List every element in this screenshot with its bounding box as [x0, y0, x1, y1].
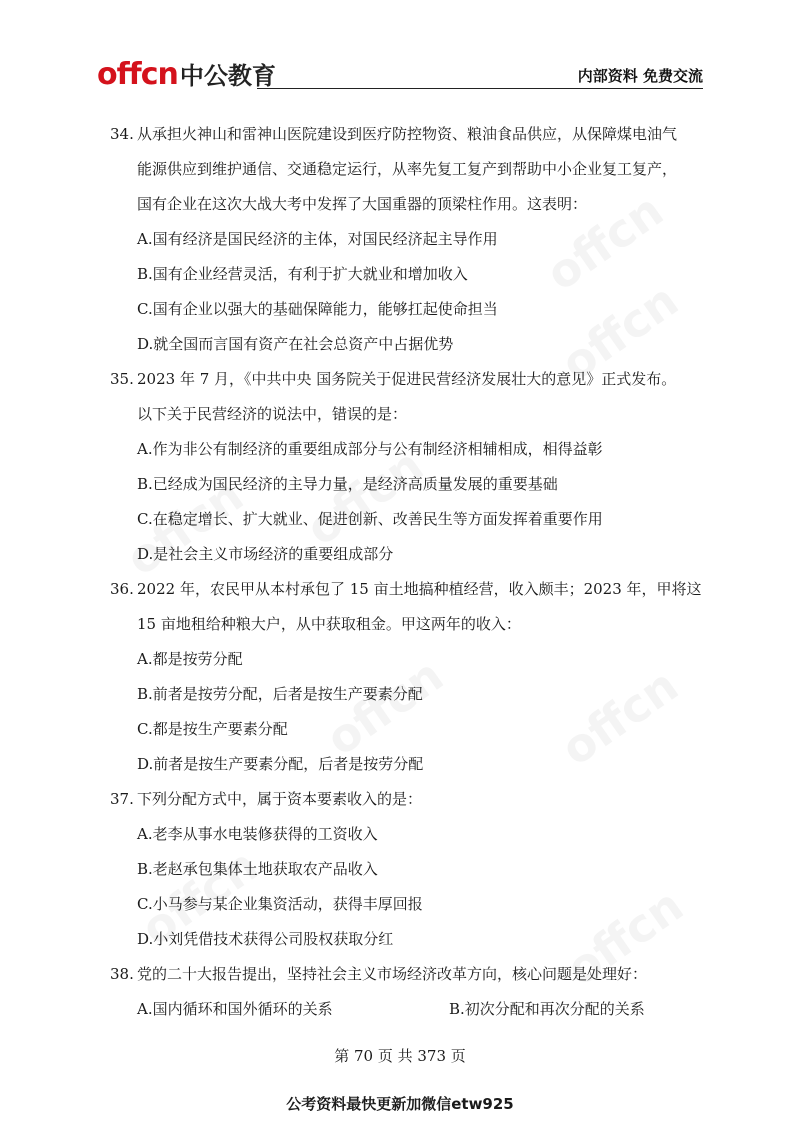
- footer-note: 公考资料最快更新加微信etw925: [286, 1095, 514, 1113]
- question-stem-line: 能源供应到维护通信、交通稳定运行，从率先复工复产到帮助中小企业复工复产，: [137, 160, 678, 178]
- question-stem-text: 党的二十大报告提出，坚持社会主义市场经济改革方向，核心问题是处理好：: [137, 965, 648, 983]
- question-stem-line: [110, 117, 710, 152]
- question-34: [110, 117, 710, 362]
- option-b[interactable]: B.已经成为国民经济的主导力量，是经济高质量发展的重要基础: [137, 475, 558, 493]
- question-stem-text: 2023 年 7 月，《中共中央 国务院关于促进民营经济发展壮大的意见》正式发布。: [137, 370, 677, 388]
- question-list: [110, 117, 710, 1027]
- question-stem-line: [110, 957, 710, 992]
- option-b[interactable]: B.前者是按劳分配，后者是按生产要素分配: [137, 685, 423, 703]
- option-a[interactable]: A.作为非公有制经济的重要组成部分与公有制经济相辅相成，相得益彰: [137, 440, 603, 458]
- question-number: 38.: [110, 965, 134, 983]
- question-stem-line: 15 亩地租给种粮大户，从中获取租金。甲这两年的收入：: [137, 615, 521, 633]
- logo-wordmark: offcn: [97, 57, 178, 92]
- option-d[interactable]: D.就全国而言国有资产在社会总资产中占据优势: [137, 335, 454, 353]
- brand-logo: [97, 57, 276, 92]
- question-stem-text: 从承担火神山和雷神山医院建设到医疗防控物资、粮油食品供应，从保障煤电油气: [137, 125, 678, 143]
- question-stem-text: 下列分配方式中，属于资本要素收入的是：: [137, 790, 423, 808]
- option-d[interactable]: D.是社会主义市场经济的重要组成部分: [137, 545, 394, 563]
- question-number: 34.: [110, 125, 134, 143]
- question-35: [110, 362, 710, 572]
- option-a[interactable]: A.国内循环和国外循环的关系: [137, 1000, 333, 1018]
- question-stem-line: [110, 572, 710, 607]
- option-row: [110, 992, 710, 1027]
- option-b[interactable]: B.初次分配和再次分配的关系: [449, 1000, 645, 1018]
- option-a[interactable]: A.都是按劳分配: [137, 650, 243, 668]
- header-tagline: 内部资料 免费交流: [577, 67, 703, 85]
- option-b[interactable]: B.国有企业经营灵活，有利于扩大就业和增加收入: [137, 265, 468, 283]
- option-c[interactable]: C.小马参与某企业集资活动，获得丰厚回报: [137, 895, 423, 913]
- option-d[interactable]: D.小刘凭借技术获得公司股权获取分红: [137, 930, 394, 948]
- option-d[interactable]: D.前者是按生产要素分配，后者是按劳分配: [137, 755, 424, 773]
- question-number: 37.: [110, 790, 134, 808]
- question-stem-line: 国有企业在这次大战大考中发挥了大国重器的顶梁柱作用。这表明：: [137, 195, 588, 213]
- question-37: [110, 782, 710, 957]
- question-36: [110, 572, 710, 782]
- option-a[interactable]: A.老李从事水电装修获得的工资收入: [137, 825, 378, 843]
- question-number: 35.: [110, 370, 134, 388]
- question-number: 36.: [110, 580, 134, 598]
- header-rule: [257, 88, 703, 89]
- option-c[interactable]: C.国有企业以强大的基础保障能力，能够扛起使命担当: [137, 300, 498, 318]
- option-b[interactable]: B.老赵承包集体土地获取农产品收入: [137, 860, 378, 878]
- option-c[interactable]: C.在稳定增长、扩大就业、促进创新、改善民生等方面发挥着重要作用: [137, 510, 603, 528]
- question-stem-line: [110, 782, 710, 817]
- page-number: 第 70 页 共 373 页: [334, 1047, 466, 1065]
- question-38: [110, 957, 710, 1027]
- logo-chinese-name: 中公教育: [179, 62, 276, 90]
- page-header: [97, 57, 703, 92]
- question-stem-line: 以下关于民营经济的说法中，错误的是：: [137, 405, 408, 423]
- question-stem-text: 2022 年，农民甲从本村承包了 15 亩土地搞种植经营，收入颇丰；2023 年，甲将这: [137, 580, 702, 598]
- question-stem-line: [110, 362, 710, 397]
- option-c[interactable]: C.都是按生产要素分配: [137, 720, 288, 738]
- option-a[interactable]: A.国有经济是国民经济的主体，对国民经济起主导作用: [137, 230, 498, 248]
